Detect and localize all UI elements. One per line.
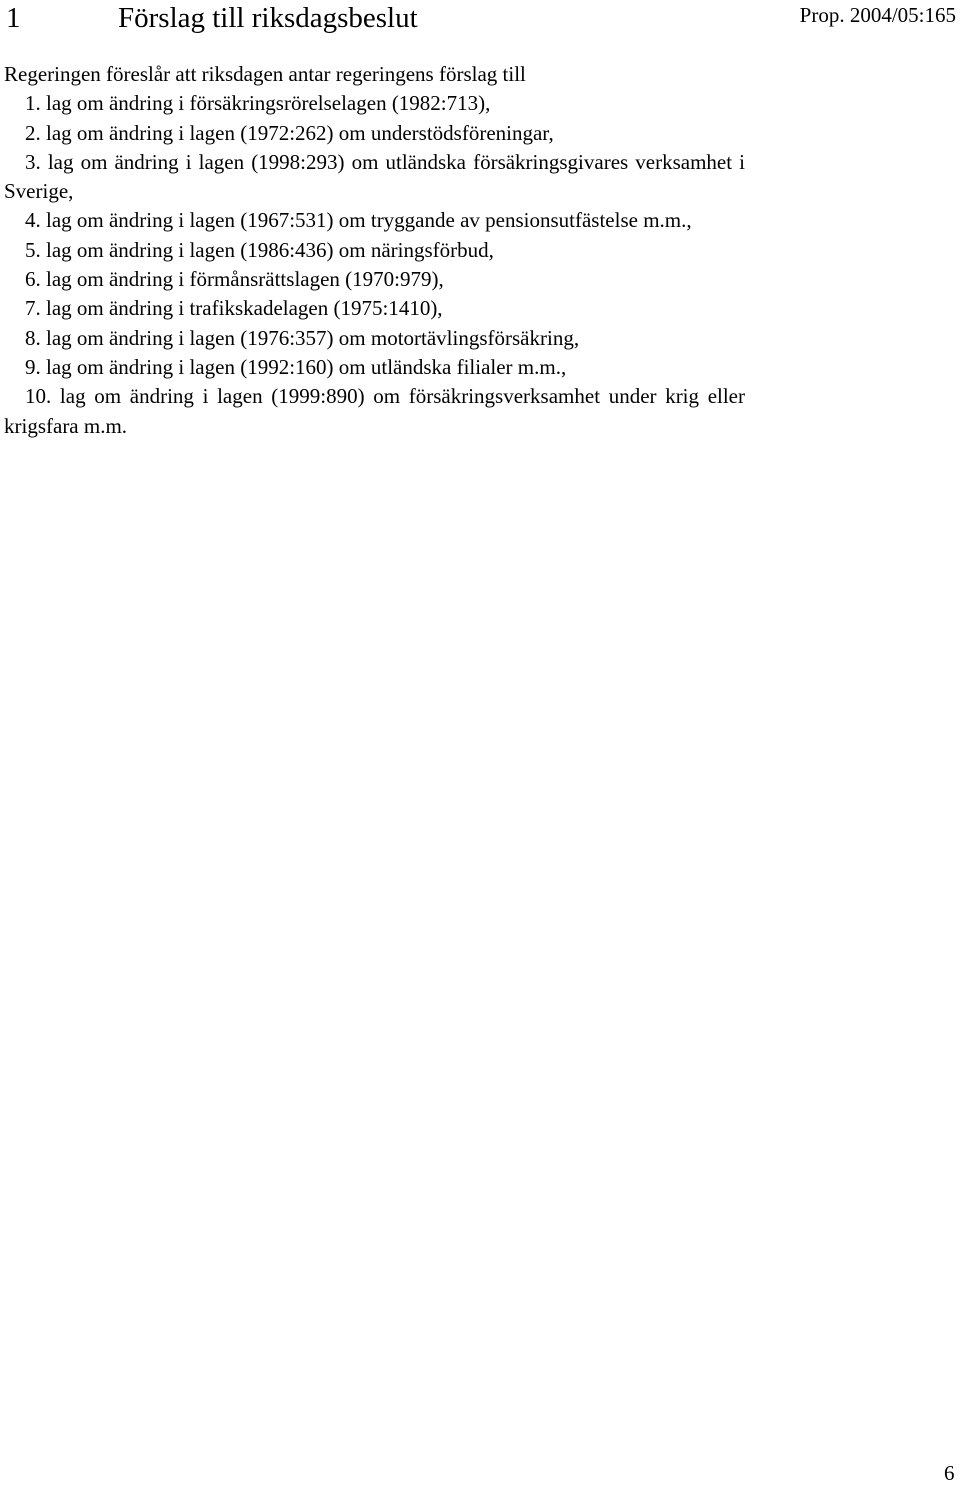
- list-item: 3. lag om ändring i lagen (1998:293) om utländska försäkringsgivares verksamhet i Sverige,: [4, 149, 745, 204]
- section-number: 1: [6, 2, 21, 34]
- list-item: 10. lag om ändring i lagen (1999:890) om försäkringsverksamhet under krig eller krigsfara m.m.: [4, 384, 745, 438]
- list-item: 2. lag om ändring i lagen (1972:262) om understödsföreningar,: [25, 120, 554, 145]
- list-item: 4. lag om ändring i lagen (1967:531) om tryggande av pensionsutfästelse m.m.,: [25, 208, 692, 233]
- intro-paragraph: Regeringen föreslår att riksdagen antar regeringens förslag till: [4, 62, 526, 86]
- list-item: 5. lag om ändring i lagen (1986:436) om näringsförbud,: [25, 237, 494, 262]
- list-item: 6. lag om ändring i förmånsrättslagen (1970:979),: [25, 267, 444, 292]
- list-item: 1. lag om ändring i försäkringsrörelselagen (1982:713),: [25, 91, 491, 116]
- page-number: 6: [944, 1461, 955, 1485]
- section-title: Förslag till riksdagsbeslut: [118, 2, 418, 34]
- proposition-label: Prop. 2004/05:165: [799, 3, 956, 27]
- body-text: [4, 60, 745, 441]
- list-item: 8. lag om ändring i lagen (1976:357) om motortävlingsförsäkring,: [25, 325, 580, 350]
- section-heading: [6, 0, 418, 36]
- list-item: 7. lag om ändring i trafikskadelagen (1975:1410),: [25, 296, 443, 321]
- list-item: 9. lag om ändring i lagen (1992:160) om utländska filialer m.m.,: [25, 354, 567, 379]
